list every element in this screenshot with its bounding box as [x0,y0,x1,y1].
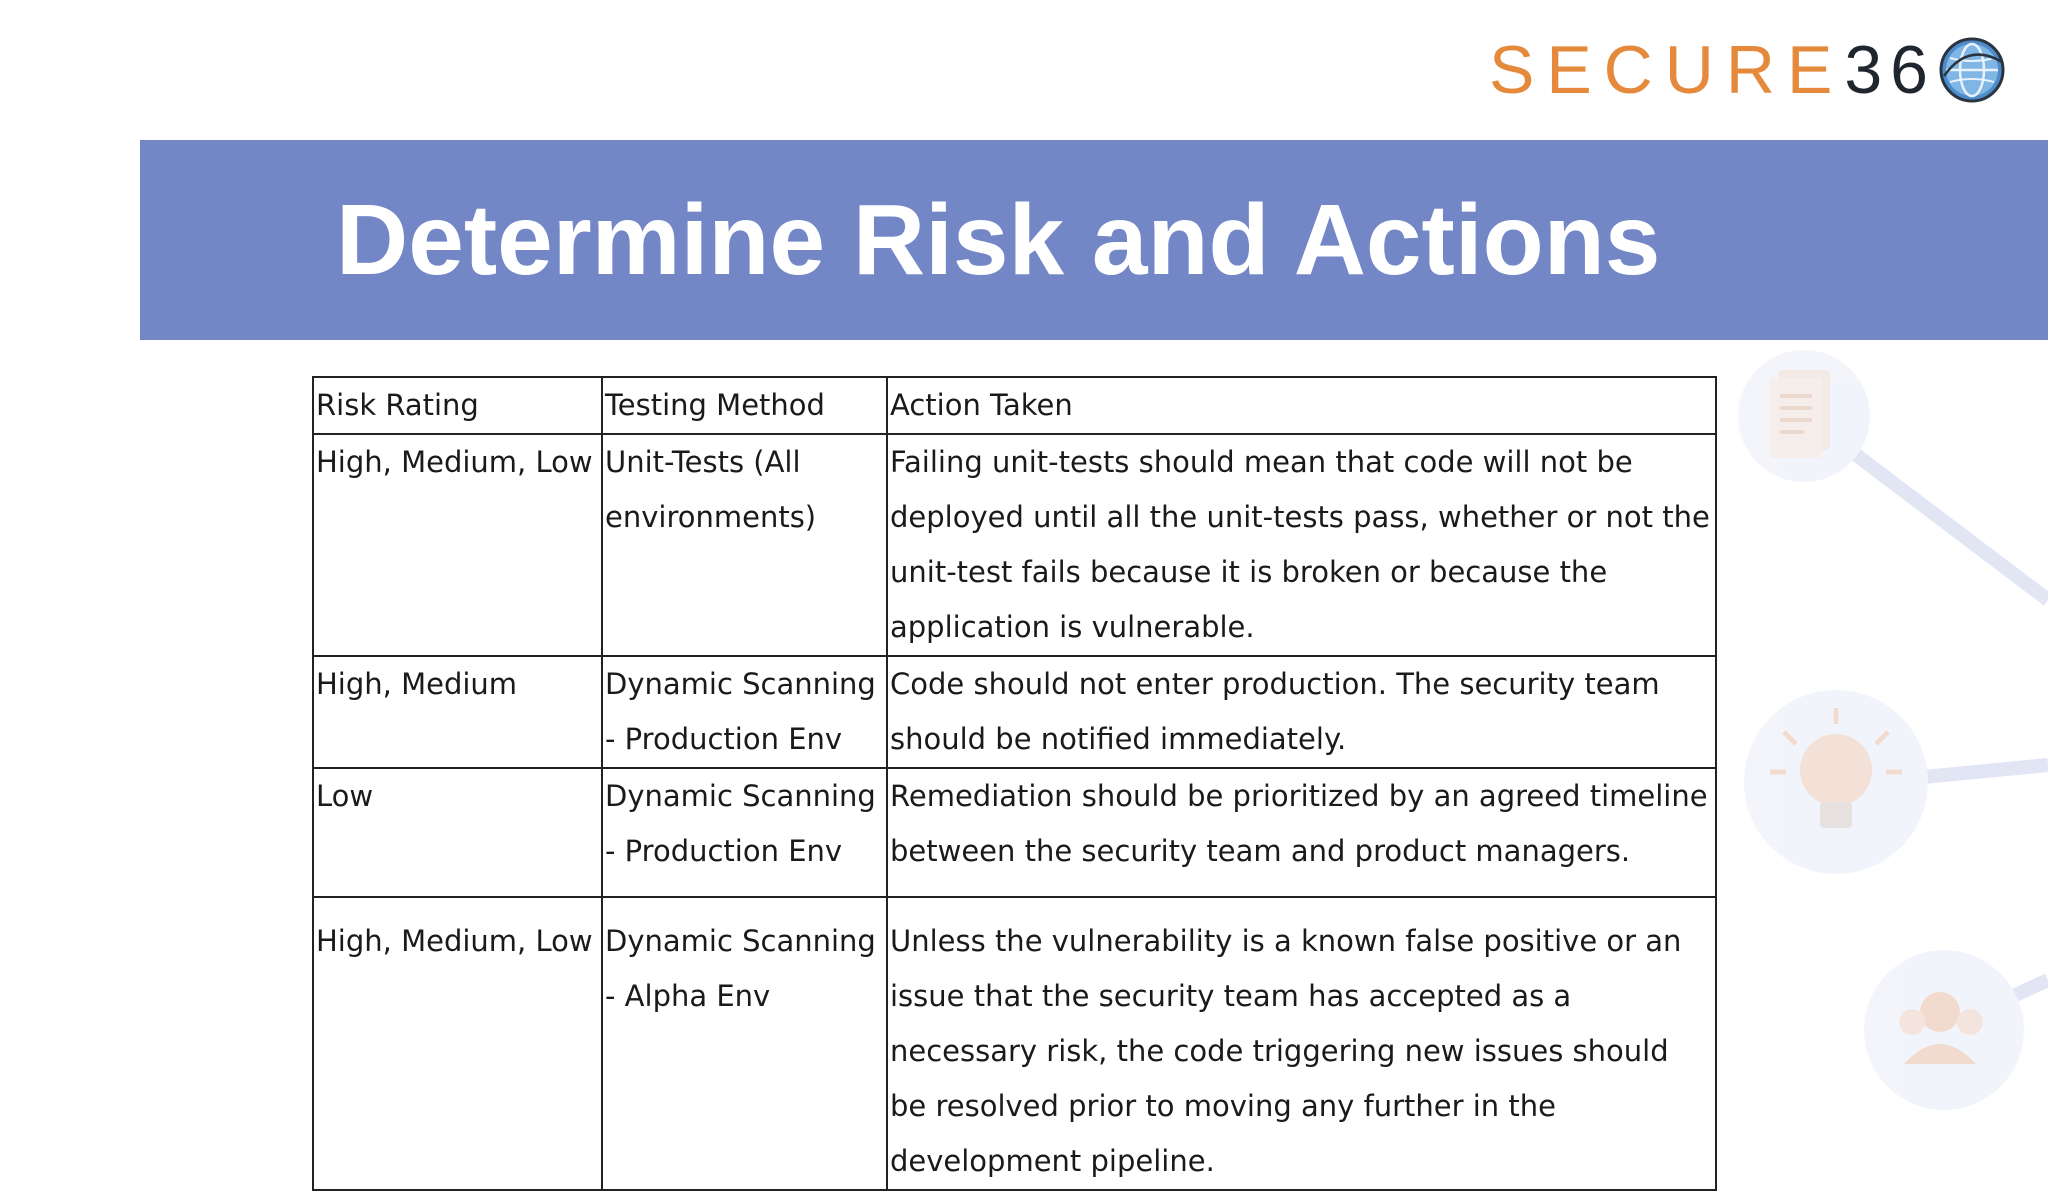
cell-risk-rating [313,434,602,656]
table-row [313,656,1716,768]
table-header-row [313,377,1716,434]
globe-icon [1938,36,2006,104]
cell-risk-rating [313,897,602,1190]
cell-text: Failing unit-tests should mean that code will not be deployed until all the unit-tests pass, whether or not the unit-test fails because it is broken or because the application is vulnerable. [890,445,1710,644]
cell-text: Code should not enter production. The security team should be notified immediately. [890,667,1660,756]
header-action-taken: Action Taken [887,377,1716,434]
cell-action-taken [887,897,1716,1190]
secure360-logo [1489,34,2006,106]
header-risk-rating: Risk Rating [313,377,602,434]
cell-text: Dynamic Scanning - Alpha Env [605,924,876,1013]
risk-actions-table [312,376,1717,1191]
cell-risk-rating [313,656,602,768]
logo-brand-text: SECURE [1488,32,1845,108]
title-banner [140,140,2048,340]
cell-text: Dynamic Scanning - Production Env [605,667,876,756]
cell-action-taken [887,656,1716,768]
logo-brand-number: 36 [1844,32,1936,108]
cell-text: Low [316,779,374,813]
table-row [313,897,1716,1190]
cell-testing-method [602,656,887,768]
header-testing-method: Testing Method [602,377,887,434]
cell-action-taken [887,434,1716,656]
cell-risk-rating [313,768,602,897]
cell-testing-method [602,768,887,897]
cell-text: High, Medium [316,667,518,701]
page-title: Determine Risk and Actions [336,184,1661,296]
cell-text: Unless the vulnerability is a known false positive or an issue that the security team has accepted as a necessary risk, the code triggering new issues should be resolved prior to moving any further in the development pipeline. [890,924,1682,1178]
cell-text: Dynamic Scanning - Production Env [605,779,876,868]
cell-action-taken [887,768,1716,897]
table-row [313,434,1716,656]
document-icon [1770,370,1830,458]
cell-testing-method [602,434,887,656]
cell-text: Remediation should be prioritized by an agreed timeline between the security team and product managers. [890,779,1708,868]
decorative-network-graphic [1700,340,2048,1152]
cell-text: High, Medium, Low [316,445,593,479]
cell-text: Unit-Tests (All environments) [605,445,817,534]
table-row [313,768,1716,897]
cell-testing-method [602,897,887,1190]
cell-text: High, Medium, Low [316,924,593,958]
